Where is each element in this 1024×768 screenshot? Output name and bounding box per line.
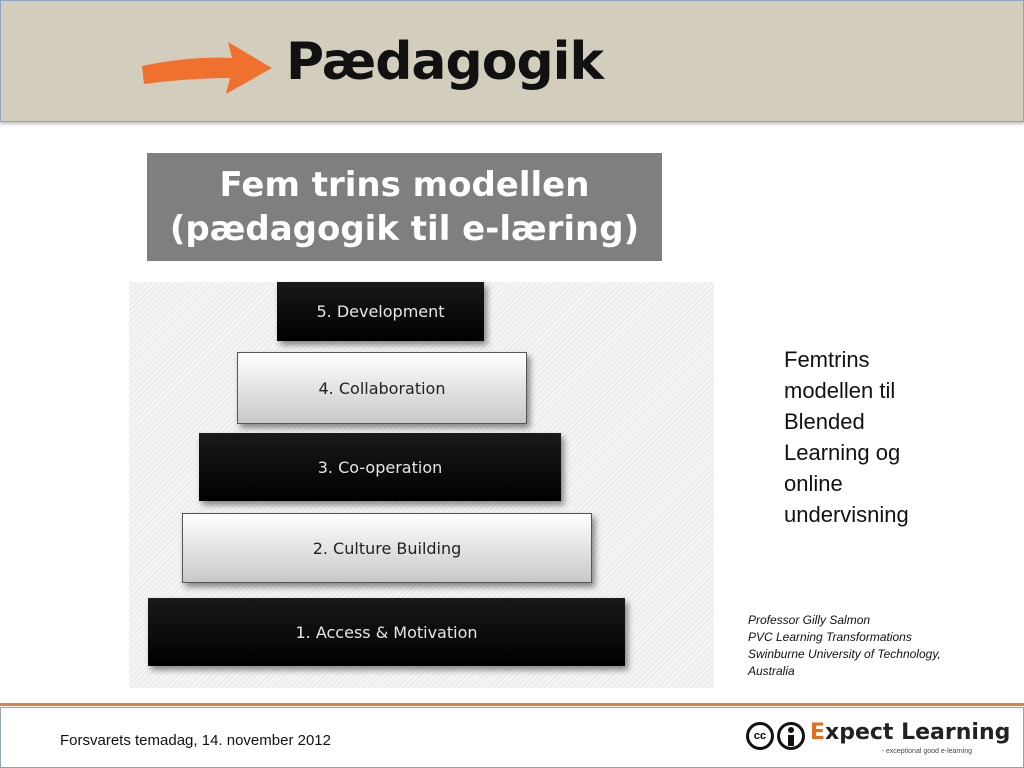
model-heading-line1: Fem trins modellen	[219, 165, 590, 205]
pyramid-step-access-motivation: 1. Access & Motivation	[148, 598, 625, 666]
model-heading-line2: (pædagogik til e-læring)	[169, 209, 640, 249]
author-credit: Professor Gilly Salmon PVC Learning Transformations Swinburne University of Technology, Australia	[748, 613, 941, 678]
pyramid-step-culture-building: 2. Culture Building	[182, 513, 592, 583]
attribution-icon	[777, 722, 805, 750]
pyramid-step-collaboration: 4. Collaboration	[237, 352, 527, 424]
creative-commons-icon: cc	[746, 722, 774, 750]
model-heading-box	[147, 153, 662, 261]
slide-title: Pædagogik	[286, 32, 604, 92]
footer-divider	[0, 703, 1024, 706]
logo-brand-text: Expect Learning	[810, 720, 1011, 745]
footer-text: Forsvarets temadag, 14. november 2012	[60, 732, 331, 749]
pyramid-step-development: 5. Development	[277, 282, 484, 341]
expect-learning-logo	[746, 718, 1011, 758]
arrow-icon	[140, 38, 275, 98]
logo-tagline: - exceptional good e-learning	[881, 748, 972, 755]
side-description: Femtrins modellen til Blended Learning og online undervisning	[784, 347, 909, 527]
pyramid-step-co-operation: 3. Co-operation	[199, 433, 561, 501]
five-stage-pyramid	[129, 282, 714, 688]
